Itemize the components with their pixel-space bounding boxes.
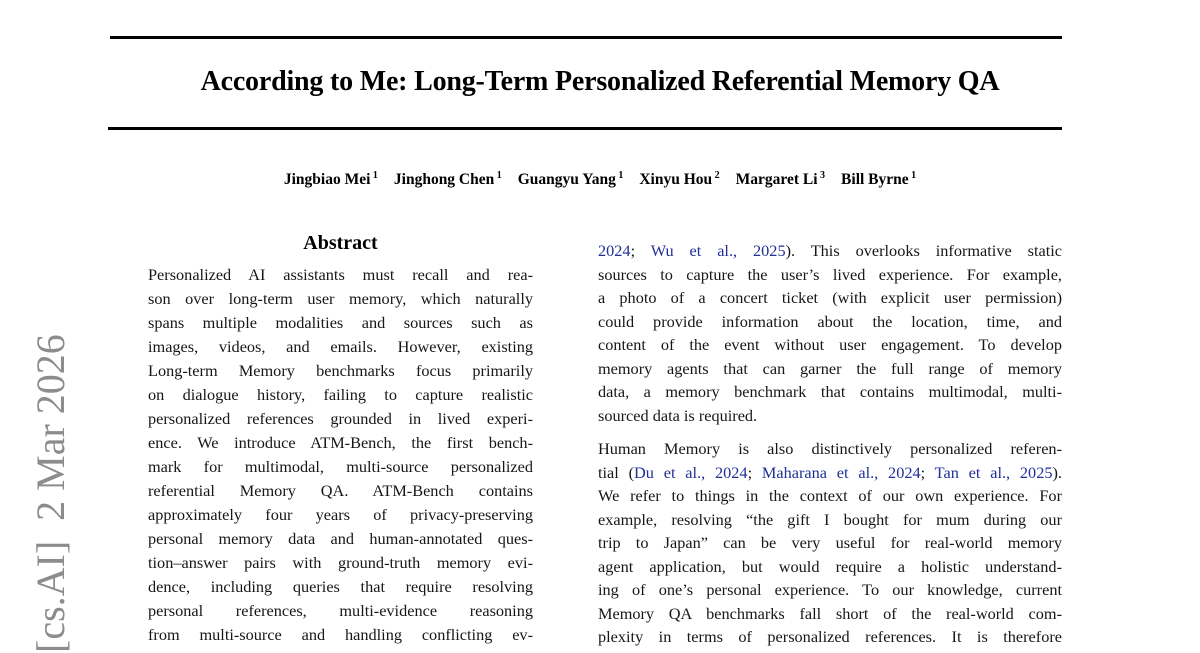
text-segment: Personalized AI assistants must recall and rea-: [148, 265, 533, 284]
author-affiliation-sup: 1: [618, 170, 624, 181]
citation-link[interactable]: Tan et al., 2025: [934, 462, 1053, 482]
text-segment: Memory QA benchmarks fall short of the real-world com-: [598, 603, 1062, 623]
top-rule: [110, 36, 1062, 39]
text-line: [598, 310, 1062, 334]
text-line: [148, 407, 533, 431]
text-segment: plexity in terms of personalized references. It is therefore: [598, 627, 1062, 646]
author-name: Guangyu Yang $^1$: [517, 170, 624, 189]
text-segment: son over long-term user memory, which naturally: [148, 289, 533, 308]
text-segment: personal memory data and human-annotated ques-: [148, 529, 533, 548]
text-line: [148, 551, 533, 575]
text-segment: spans multiple modalities and sources such as: [148, 313, 533, 332]
author-name: Jingbiao Mei $^1$: [283, 170, 378, 189]
text-segment: Human Memory is also distinctively personalized referen-: [598, 439, 1062, 458]
abstract-heading: Abstract: [303, 232, 378, 254]
text-line: [598, 578, 1062, 602]
text-segment: Long-term Memory benchmarks focus primarily: [148, 361, 533, 380]
intro-column: [598, 239, 1062, 649]
author-name: Margaret Li $^3$: [735, 170, 826, 189]
text-segment: sources to capture the user’s lived experience. For example,: [598, 264, 1062, 284]
mid-rule: [108, 127, 1062, 130]
text-line: [598, 404, 1062, 428]
text-segment: mark for multimodal, multi-source personalized: [148, 457, 533, 476]
authors-line: [0, 170, 1200, 189]
text-segment: referential Memory QA. ATM-Bench contains: [148, 481, 533, 500]
text-segment: example, resolving “the gift I bought for mum during our: [598, 509, 1062, 529]
text-segment: could provide information about the location, time, and: [598, 311, 1062, 331]
text-segment: dence, including queries that require resolving: [148, 577, 533, 596]
text-line: [148, 359, 533, 383]
text-line: [598, 239, 1062, 263]
text-line: [148, 479, 533, 503]
text-line: [148, 287, 533, 311]
text-line: [598, 333, 1062, 357]
text-segment: personalized references grounded in lived experi-: [148, 409, 533, 428]
text-line: [148, 575, 533, 599]
text-line: [148, 383, 533, 407]
paragraph: [598, 239, 1062, 427]
author-name: Bill Byrne $^1$: [841, 170, 917, 189]
author-affiliation-sup: 1: [372, 170, 378, 181]
text-line: [148, 263, 533, 287]
citation-link[interactable]: Du et al., 2024: [634, 462, 748, 482]
author-name: Xinyu Hou $^2$: [639, 170, 720, 189]
text-segment: a photo of a concert ticket (with explicit user permission): [598, 288, 1062, 307]
text-line: [598, 602, 1062, 626]
citation-link[interactable]: 2024: [598, 241, 631, 260]
text-segment: We refer to things in the context of our own experience. For: [598, 486, 1062, 505]
text-line: [148, 311, 533, 335]
text-segment: ;: [920, 462, 935, 482]
text-line: [598, 286, 1062, 310]
citation-link[interactable]: Maharana et al., 2024: [761, 462, 921, 482]
text-segment: agent application, but would require a holistic understand-: [598, 556, 1062, 576]
text-line: [598, 461, 1062, 485]
text-line: [148, 455, 533, 479]
text-line: [148, 431, 533, 455]
text-segment: tial (: [598, 462, 635, 482]
author-affiliation-sup: 1: [911, 170, 917, 181]
text-line: [148, 527, 533, 551]
text-line: [598, 357, 1062, 381]
text-line: [598, 508, 1062, 532]
text-line: [148, 599, 533, 623]
arxiv-watermark: [cs.AI] 2 Mar 2026: [28, 334, 73, 653]
text-segment: memory agents that can garner the full range of memory: [598, 358, 1062, 378]
paragraph: [148, 263, 533, 647]
text-line: [148, 503, 533, 527]
citation-link[interactable]: Wu et al., 2025: [650, 241, 786, 260]
text-line: [148, 623, 533, 647]
text-line: [148, 335, 533, 359]
text-segment: on dialogue history, failing to capture realistic: [148, 385, 533, 404]
text-segment: ing of one’s personal experience. To our knowledge, current: [598, 580, 1062, 599]
text-segment: ;: [630, 241, 651, 260]
text-line: [598, 531, 1062, 555]
text-line: [598, 263, 1062, 287]
text-segment: trip to Japan” can be very useful for real-world memory: [598, 533, 1062, 552]
text-line: [598, 380, 1062, 404]
text-line: [598, 555, 1062, 579]
text-segment: from multi-source and handling conflicting ev-: [148, 625, 533, 644]
abstract-column: [148, 263, 533, 647]
text-segment: ;: [747, 462, 762, 482]
author-affiliation-sup: 1: [496, 170, 502, 181]
author-name: Jinghong Chen $^1$: [393, 170, 502, 189]
text-segment: ence. We introduce ATM-Bench, the first bench-: [148, 433, 533, 452]
text-segment: ). This overlooks informative static: [785, 241, 1062, 260]
author-affiliation-sup: 3: [820, 170, 826, 181]
text-line: [598, 437, 1062, 461]
text-segment: ).: [1052, 462, 1062, 482]
paragraph: [598, 437, 1062, 649]
author-affiliation-sup: 2: [714, 170, 720, 181]
text-segment: personal references, multi-evidence reasoning: [148, 601, 533, 620]
text-segment: approximately four years of privacy-preserving: [148, 505, 533, 524]
paper-title: According to Me: Long-Term Personalized Referential Memory QA: [200, 66, 1000, 97]
text-segment: sourced data is required.: [598, 405, 758, 425]
text-segment: images, videos, and emails. However, existing: [148, 337, 533, 356]
text-segment: tion–answer pairs with ground-truth memory evi-: [148, 553, 533, 572]
text-line: [598, 484, 1062, 508]
text-segment: data, a memory benchmark that contains multimodal, multi-: [598, 382, 1062, 401]
text-line: [598, 625, 1062, 649]
text-segment: content of the event without user engagement. To develop: [598, 335, 1062, 354]
